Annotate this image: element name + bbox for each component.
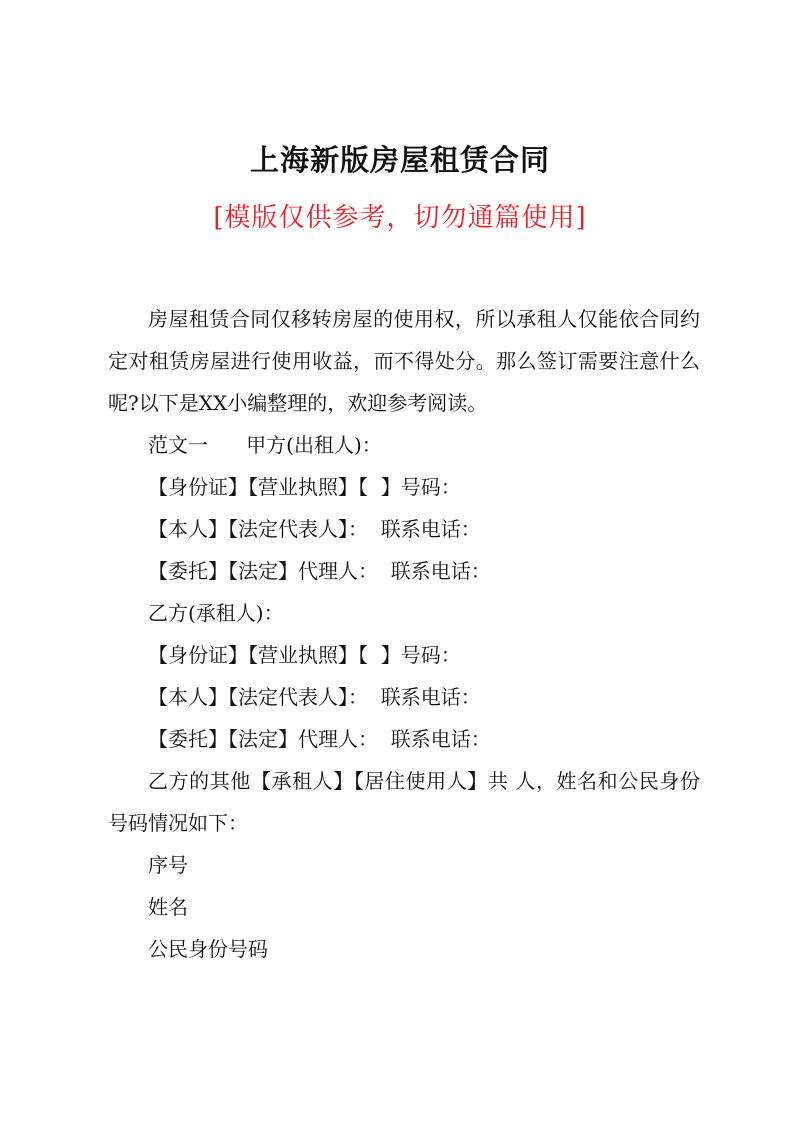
document-body [108,298,700,970]
template-disclaimer: [模版仅供参考，切勿通篇使用] [213,203,587,233]
intro-paragraph: 房屋租赁合同仅移转房屋的使用权，所以承租人仅能依合同约定对租赁房屋进行使用收益，而不得处分。那么签订需要注意什么呢?以下是XX小编整理的，欢迎参考阅读。 [108,307,700,415]
other-occupants-paragraph: 乙方的其他【承租人】【居住使用人】共 人，姓名和公民身份号码情况如下： [108,769,700,835]
party-a-id-line: 【身份证】【营业执照】【 】号码： [148,475,461,499]
party-b-id-line: 【身份证】【营业执照】【 】号码： [148,643,461,667]
serial-number-label: 序号 [148,853,188,877]
party-b-representative-line: 【本人】【法定代表人】： 联系电话： [148,685,481,709]
name-label: 姓名 [148,895,188,919]
citizen-id-label: 公民身份号码 [148,937,268,961]
document-title: 上海新版房屋租赁合同 [249,143,550,177]
party-a-representative-line: 【本人】【法定代表人】： 联系电话： [148,517,481,541]
sample-one-party-a-heading: 范文一 甲方(出租人)： [148,433,382,457]
party-b-agent-line: 【委托】【法定】代理人： 联系电话： [148,727,491,751]
party-a-agent-line: 【委托】【法定】代理人： 联系电话： [148,559,491,583]
party-b-heading: 乙方(承租人)： [148,601,284,625]
